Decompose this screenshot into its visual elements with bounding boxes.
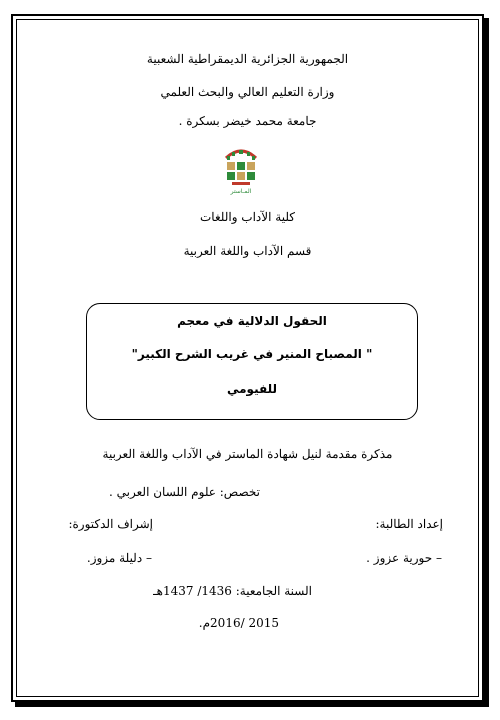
- page-shadow-right: [484, 18, 489, 707]
- student-label: إعداد الطالبة:: [375, 517, 443, 531]
- thesis-title-line2: " المصباح المنير في غريب الشرح الكبير": [131, 347, 373, 361]
- faculty-name: كلية الآداب واللغات: [199, 210, 296, 224]
- thesis-purpose: مذكرة مقدمة لنيل شهادة الماستر في الآداب واللغة العربية: [102, 447, 393, 461]
- academic-year-hijri: السنة الجامعية: 1436/ 1437هـ: [153, 584, 312, 598]
- ministry-name: وزارة التعليم العالي والبحث العلمي: [160, 85, 335, 99]
- student-name: – حورية عزوز .: [366, 551, 442, 565]
- supervisor-name: – دليلة مزوز.: [86, 551, 152, 565]
- university-logo-icon: [218, 142, 264, 196]
- thesis-title-line1: الحقول الدلالية في معجم: [177, 314, 327, 328]
- page-shadow-bottom: [15, 702, 489, 707]
- supervisor-label: إشراف الدكتورة:: [68, 517, 153, 531]
- university-name: جامعة محمد خيضر بسكرة .: [178, 114, 317, 128]
- logo-caption: المـاستر: [230, 188, 252, 195]
- thesis-title-line3: للفيومي: [226, 382, 278, 396]
- republic-name: الجمهورية الجزائرية الديمقراطية الشعبية: [146, 52, 349, 66]
- specialization: تخصص: علوم اللسان العربي .: [109, 485, 260, 499]
- academic-year-gregorian: 2015 /2016م.: [198, 616, 279, 630]
- department-name: قسم الآداب واللغة العربية: [183, 244, 312, 258]
